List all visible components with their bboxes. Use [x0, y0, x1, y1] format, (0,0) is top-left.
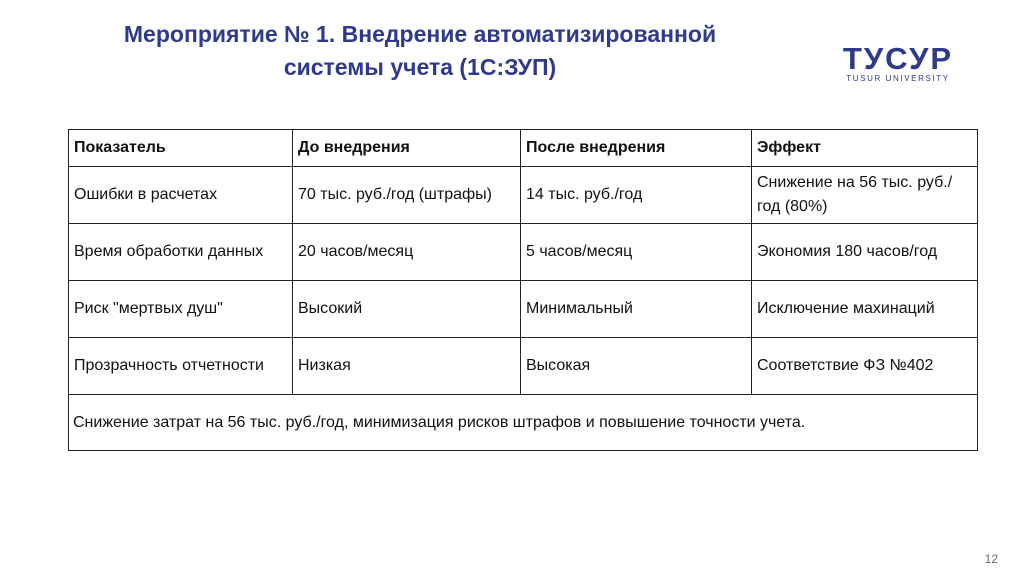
table-row	[69, 167, 978, 224]
slide-title-line-2: системы учета (1С:ЗУП)	[283, 54, 557, 80]
header-indicator: Показатель	[69, 130, 293, 167]
logo-subtitle: TUSUR UNIVERSITY	[846, 74, 950, 83]
table-header-row	[69, 130, 978, 167]
cell-effect: Исключение махинаций	[752, 281, 978, 338]
comparison-table	[68, 129, 978, 451]
cell-before: 70 тыс. руб./год (штрафы)	[293, 167, 521, 224]
cell-after: Минимальный	[521, 281, 752, 338]
slide-title-line-1: Мероприятие № 1. Внедрение автоматизированной	[123, 21, 717, 47]
table-row	[69, 224, 978, 281]
logo-wordmark: ТУСУР	[842, 41, 954, 76]
cell-before: Высокий	[293, 281, 521, 338]
cell-after: 5 часов/месяц	[521, 224, 752, 281]
cell-effect: Снижение на 56 тыс. руб./год (80%)	[752, 167, 978, 224]
header-after: После внедрения	[521, 130, 752, 167]
cell-indicator: Риск "мертвых душ"	[69, 281, 293, 338]
cell-indicator: Время обработки данных	[69, 224, 293, 281]
page-number: 12	[984, 552, 998, 566]
cell-after: Высокая	[521, 338, 752, 395]
table-row	[69, 281, 978, 338]
cell-effect: Экономия 180 часов/год	[752, 224, 978, 281]
table-row	[69, 338, 978, 395]
cell-effect: Соответствие ФЗ №402	[752, 338, 978, 395]
slide-title	[60, 18, 780, 84]
cell-before: 20 часов/месяц	[293, 224, 521, 281]
summary-cell: Снижение затрат на 56 тыс. руб./год, минимизация рисков штрафов и повышение точности учета.	[69, 395, 978, 451]
cell-before: Низкая	[293, 338, 521, 395]
cell-after: 14 тыс. руб./год	[521, 167, 752, 224]
tusur-logo	[836, 41, 960, 84]
cell-indicator: Ошибки в расчетах	[69, 167, 293, 224]
header-before: До внедрения	[293, 130, 521, 167]
cell-indicator: Прозрачность отчетности	[69, 338, 293, 395]
header-effect: Эффект	[752, 130, 978, 167]
table-summary-row	[69, 395, 978, 451]
